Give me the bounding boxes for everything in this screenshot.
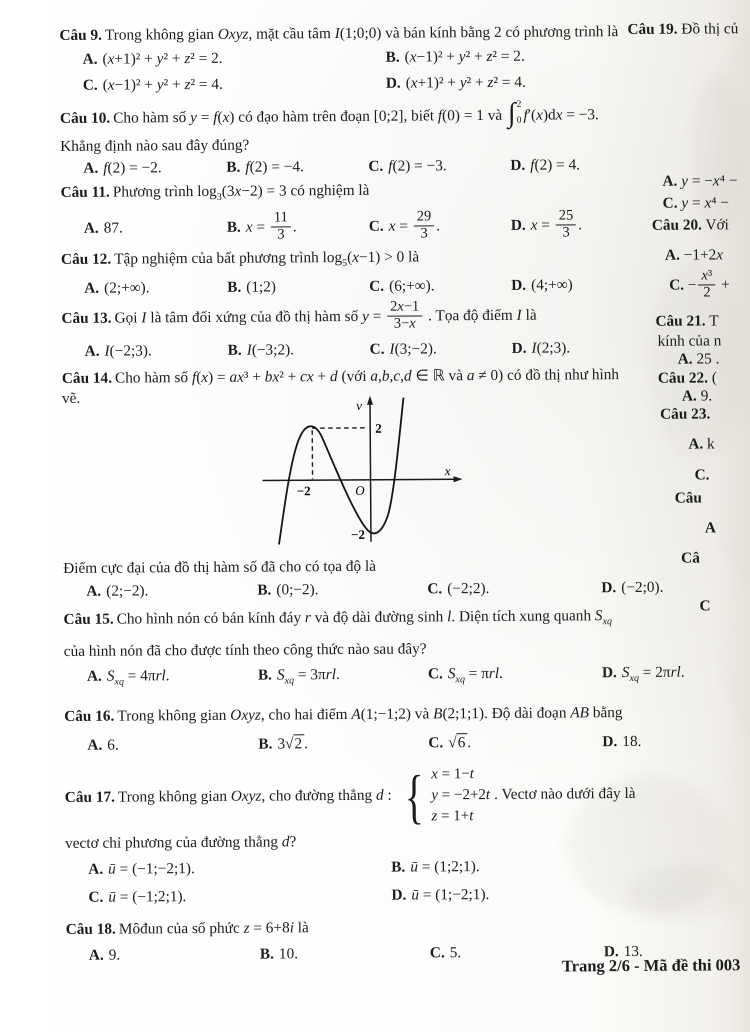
question-text: Trong không gian Oxyz, mặt cầu tâm I(1;0;0) và bán kính bằng 2 có phương trình là: [104, 23, 619, 44]
option-a: A. (2;−2).: [86, 582, 149, 600]
max-value-label: 2: [375, 420, 382, 436]
y-axis-label: v: [356, 397, 363, 413]
option-b: B. ū = (1;2;1).: [391, 858, 480, 876]
option-b: B. $S_{xq} = 3\pi rl$.: [257, 666, 340, 687]
question-title: [61, 299, 685, 336]
question-11: [60, 179, 684, 248]
scan-artifact: [692, 70, 746, 240]
option-a: A. 6.: [87, 736, 119, 754]
side-column-fragment: Câu 22. (: [657, 369, 717, 387]
option-c: C. √6 .: [428, 734, 472, 752]
question-label: Câu 16.: [64, 707, 115, 726]
cubic-curve: [278, 398, 405, 545]
option-c: C. ū = (−1;2;1).: [88, 888, 187, 906]
option-b: B. 10.: [259, 945, 299, 963]
options-row: [60, 43, 684, 99]
question-label: Câu 17.: [64, 788, 115, 807]
option-c: C. (−2;2).: [427, 579, 490, 598]
question-text-line2: vectơ chỉ phương của đường thẳng d?: [65, 833, 297, 853]
side-column-fragment: Câu: [674, 489, 702, 507]
function-graph: [260, 394, 473, 547]
options-row: [60, 154, 684, 180]
option-a: A. 87.: [83, 219, 123, 237]
min-value-label: −2: [350, 526, 365, 542]
option-d: D. 18.: [602, 732, 642, 751]
side-column-fragment: A. k: [688, 435, 715, 453]
question-17: [65, 763, 690, 912]
question-title: [60, 179, 684, 209]
question-text: Trong không gian Oxyz, cho hai điểm A(1;−1;2) và B(2;1;1). Độ dài đoạn AB bằng: [117, 704, 623, 725]
option-b: B. f(2) = −4.: [226, 158, 304, 176]
question-text: Cho hàm số f(x) = ax³ + bx² + cx + d (với a,b,c,d ∈ ℝ và a ≠ 0) có đồ thị như hình: [114, 366, 620, 387]
question-9: [59, 22, 683, 99]
question-label: Câu 10.: [59, 109, 111, 127]
option-d: D. ū = (1;−2;1).: [391, 886, 490, 904]
origin-label: O: [355, 482, 365, 498]
side-column-fragment: Câu 20. Với: [651, 216, 729, 234]
x-axis: [263, 479, 457, 480]
side-column-fragment: Câu 21. T: [655, 312, 719, 330]
question-15: [63, 606, 688, 695]
option-c: C. I(3;−2).: [369, 340, 437, 358]
option-a: A. 9.: [88, 946, 121, 964]
y-axis: [370, 402, 371, 542]
exam-content: [59, 20, 741, 976]
option-d: D. (4;+∞): [511, 276, 573, 294]
options-row: [65, 852, 689, 912]
option-b: B. I(−3;2).: [227, 341, 295, 359]
side-column-fragment: A. 9.: [681, 387, 713, 405]
option-d: D. 13.: [603, 942, 643, 961]
option-a: A. ū = (−1;−2;1).: [88, 860, 195, 878]
question-10: [59, 97, 685, 180]
side-column-fragment: Câ: [681, 549, 700, 567]
side-column-fragment: kính của n: [657, 332, 722, 350]
side-column-fragment: C. y = x⁴ −: [662, 194, 730, 212]
option-d: D. I(2;3).: [511, 339, 571, 357]
option-b: B. (x−1)² + y² + z² = 2.: [385, 47, 525, 66]
question-text: Gọi I là tâm đối xứng của đồ thị hàm số y = $\frac{2x-1}{3-x}$ . Tọa độ điểm I là: [114, 298, 537, 332]
question-text-line2: của hình nón đã cho được tính theo công thức nào sau đây?: [63, 640, 427, 660]
question-label: Câu 18.: [65, 920, 116, 939]
side-column-fragment: A: [704, 519, 717, 537]
options-row: [63, 576, 687, 603]
question-title: [63, 606, 687, 636]
option-d: D. $S_{xq} = 2\pi rl$.: [601, 663, 685, 685]
option-a: A. f(2) = −2.: [83, 159, 162, 177]
question-label: Câu 12.: [60, 250, 112, 269]
question-label: Câu 9.: [59, 26, 103, 44]
page-footer: Trang 2/6 - Mã đề thi 003: [561, 955, 741, 976]
question-text-line2: vẽ.: [61, 389, 81, 407]
x-axis-arrow: [454, 476, 463, 482]
option-a: A. I(−2;3).: [84, 342, 152, 360]
option-b: B. (1;2): [227, 278, 277, 296]
option-b: B. 3√2 .: [258, 735, 309, 753]
question-title: [66, 916, 690, 940]
question-label: Câu 15.: [63, 610, 114, 628]
question-16: [64, 703, 688, 759]
option-d: D. f(2) = 4.: [510, 156, 581, 174]
question-text: Tập nghiệm của bất phương trình $\log_5(x-1) > 0$ là: [114, 248, 420, 270]
options-row: [64, 661, 688, 695]
question-text: Phương trình $\log_3(3x-2) = 3$ có nghiệm là: [112, 181, 370, 203]
option-d: D. (−2;0).: [601, 578, 664, 597]
options-row: [61, 206, 685, 248]
option-c: C. 5.: [429, 944, 462, 962]
question-label: Câu 14.: [61, 369, 113, 387]
question-14: [62, 365, 688, 603]
option-a: A. $S_{xq} = 4\pi rl$.: [86, 667, 170, 688]
options-row: [61, 273, 685, 300]
side-column-fragment: C.: [694, 466, 710, 484]
question-text-line2: Khẳng định nào sau đây đúng?: [60, 136, 250, 155]
question-text: Cho hình nón có bán kính đáy r và độ dài đường sinh l. Diện tích xung quanh $S_{xq}$: [116, 607, 613, 628]
option-a: A. (x+1)² + y² + z² = 2.: [82, 49, 223, 68]
question-label: Câu 13.: [61, 309, 112, 328]
option-c: C. (x−1)² + y² + z² = 4.: [82, 75, 223, 94]
side-column-fragment: A. −1+2x: [664, 246, 724, 264]
question-13: [61, 299, 685, 364]
question-title: [61, 246, 685, 276]
option-c: C. x = $\frac{29}{3}$ .: [368, 208, 441, 242]
option-b: B. (0;−2).: [257, 581, 319, 599]
side-column-fragment: A. 25 .: [677, 350, 720, 368]
option-d: D. x = $\frac{25}{3}$ .: [510, 207, 583, 241]
option-c: C. f(2) = −3.: [368, 157, 447, 175]
options-row: [62, 336, 686, 364]
side-column-fragment: Câu 19. Đồ thị củ: [627, 20, 739, 39]
max-abscissa-label: −2: [296, 483, 311, 499]
question-label: Câu 11.: [60, 183, 110, 201]
side-column-fragment: C. − $\frac{\text{x³}}{2}$ +: [669, 267, 730, 301]
options-row: [64, 729, 688, 759]
question-title: [64, 703, 688, 727]
option-d: D. (x+1)² + y² + z² = 4.: [385, 73, 526, 92]
y-axis-arrow: [367, 396, 373, 405]
question-text: Môđun của số phức z = 6+8i là: [118, 919, 309, 938]
x-axis-label: x: [444, 463, 451, 479]
question-12: [61, 246, 685, 300]
option-c: C. $S_{xq} = \pi rl$.: [427, 664, 503, 686]
question-text: Trong không gian Oxyz, cho đường thẳng d : { x = 1−t y = −2+2t z = 1+t . Vectơ nào dưới đây là: [117, 763, 636, 830]
question-text: Cho hàm số y = f(x) có đạo hàm trên đoạn [0;2], biết f(0) = 1 và ∫ 2 0 f′(x)dx = −3.: [113, 97, 599, 129]
side-column-fragment: Câu 23.: [660, 405, 711, 423]
question-title: [65, 763, 689, 830]
option-b: B. x = $\frac{11}{3}$ .: [226, 209, 297, 243]
cubic-graph-svg: [260, 394, 473, 547]
question-text-line3: Điểm cực đại của đồ thị hàm số đã cho có tọa độ là: [63, 557, 377, 577]
option-c: C. (6;+∞).: [369, 277, 435, 295]
question-title: [59, 97, 684, 134]
option-a: A. (2;+∞).: [84, 279, 150, 297]
side-column-fragment: A. y = −x⁴ −: [662, 172, 738, 190]
side-column-fragment: C: [699, 597, 711, 615]
